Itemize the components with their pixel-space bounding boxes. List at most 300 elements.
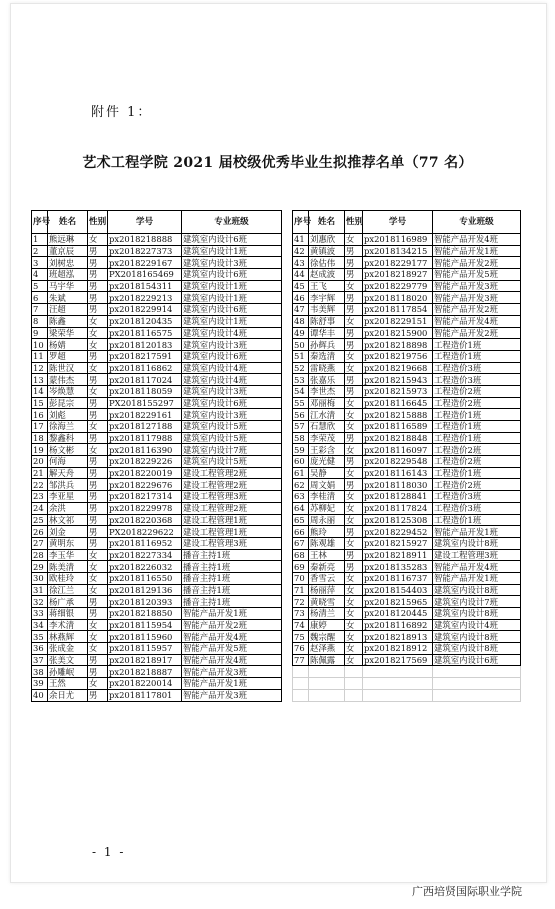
cell-gender: 男	[88, 280, 108, 292]
cell-name: 黄镇波	[309, 245, 345, 257]
cell-gender: 女	[88, 327, 108, 339]
cell-index: 35	[32, 631, 48, 643]
cell-name: 陈佩露	[309, 654, 345, 666]
table-row	[293, 502, 521, 514]
cell-index: 42	[293, 245, 309, 257]
cell-index: 32	[32, 596, 48, 608]
cell-name: 孙辉兵	[309, 339, 345, 351]
cell-gender: 男	[88, 596, 108, 608]
cell-student-id: px2018229161	[108, 409, 182, 421]
cell-major-class: 智能产品开发4班	[433, 315, 521, 327]
cell-index: 9	[32, 327, 48, 339]
table-row	[293, 327, 521, 339]
table-row	[32, 350, 282, 362]
table-row	[293, 315, 521, 327]
header-student-id: 学号	[108, 211, 182, 234]
cell-student-id: px2018116575	[108, 327, 182, 339]
cell-name	[309, 678, 345, 690]
cell-student-id: px2018218917	[108, 654, 182, 666]
cell-index: 17	[32, 421, 48, 433]
header-index: 序号	[293, 211, 309, 234]
cell-index: 5	[32, 280, 48, 292]
cell-gender: 男	[345, 257, 363, 269]
cell-student-id: px2018115957	[108, 643, 182, 655]
table-row	[32, 339, 282, 351]
cell-index: 29	[32, 561, 48, 573]
cell-student-id: px2018118059	[108, 385, 182, 397]
cell-index: 33	[32, 608, 48, 620]
cell-name: 岑焕慧	[48, 385, 88, 397]
cell-major-class: 工程造价2班	[433, 385, 521, 397]
cell-major-class: 工程造价1班	[433, 421, 521, 433]
cell-name: 李宇辉	[309, 292, 345, 304]
cell-gender: 女	[345, 315, 363, 327]
cell-student-id: px2018116143	[363, 467, 433, 479]
cell-index: 58	[293, 432, 309, 444]
cell-gender: 女	[345, 584, 363, 596]
cell-gender: 女	[345, 502, 363, 514]
cell-student-id: px2018229452	[363, 526, 433, 538]
cell-name: 秦选清	[309, 350, 345, 362]
cell-major-class: 建筑室内设计1班	[182, 245, 282, 257]
cell-index: 50	[293, 339, 309, 351]
cell-name: 林燕辉	[48, 631, 88, 643]
cell-gender: 女	[88, 678, 108, 690]
cell-gender: 女	[88, 385, 108, 397]
cell-name: 陈鑫	[48, 315, 88, 327]
cell-student-id: PX2018229622	[108, 526, 182, 538]
cell-gender: 男	[88, 456, 108, 468]
cell-major-class: 工程造价2班	[433, 479, 521, 491]
table-row	[293, 537, 521, 549]
cell-student-id: px2018215973	[363, 385, 433, 397]
table-row-empty	[293, 689, 521, 701]
table-row	[293, 549, 521, 561]
cell-major-class: 工程造价1班	[433, 514, 521, 526]
cell-name: 彭昆宗	[48, 397, 88, 409]
table-row	[293, 304, 521, 316]
cell-major-class: 建筑室内设计7班	[182, 444, 282, 456]
cell-name: 邓丽梅	[309, 397, 345, 409]
cell-index: 36	[32, 643, 48, 655]
cell-gender: 女	[345, 350, 363, 362]
attachment-label: 附件 1：	[91, 105, 153, 120]
cell-major-class: 建筑室内设计8班	[433, 584, 521, 596]
document-title: 艺术工程学院 2021 届校级优秀毕业生拟推荐名单（77 名）	[82, 155, 473, 171]
table-row	[32, 596, 282, 608]
cell-student-id: px2018215927	[363, 537, 433, 549]
cell-index	[293, 689, 309, 701]
table-row	[32, 502, 282, 514]
cell-student-id	[363, 678, 433, 690]
cell-major-class: 播音主持1班	[182, 596, 282, 608]
cell-index: 2	[32, 245, 48, 257]
cell-major-class: 建筑室内设计3班	[182, 339, 282, 351]
cell-major-class: 工程造价1班	[433, 350, 521, 362]
cell-index: 40	[32, 689, 48, 701]
cell-major-class: 智能产品开发1班	[182, 678, 282, 690]
cell-name: 马宇华	[48, 280, 88, 292]
cell-gender: 男	[345, 526, 363, 538]
cell-index: 37	[32, 654, 48, 666]
table-row-empty	[293, 678, 521, 690]
cell-gender: 男	[88, 467, 108, 479]
cell-major-class: 智能产品开发2班	[433, 327, 521, 339]
cell-major-class: 工程造价1班	[433, 432, 521, 444]
cell-student-id: px2018220019	[108, 467, 182, 479]
cell-student-id: px2018117988	[108, 432, 182, 444]
table-row	[293, 631, 521, 643]
cell-student-id: px2018226032	[108, 561, 182, 573]
cell-index: 59	[293, 444, 309, 456]
cell-name: 谭华丰	[309, 327, 345, 339]
cell-major-class: 智能产品开发3班	[433, 292, 521, 304]
table-header-row	[293, 211, 521, 234]
cell-index: 6	[32, 292, 48, 304]
cell-major-class: 智能产品开发3班	[182, 666, 282, 678]
cell-gender: 男	[345, 292, 363, 304]
cell-student-id: px2018229151	[363, 315, 433, 327]
cell-major-class: 工程造价2班	[433, 456, 521, 468]
cell-gender: 女	[88, 362, 108, 374]
cell-student-id: px2018116989	[363, 234, 433, 246]
cell-major-class: 建筑室内设计1班	[182, 315, 282, 327]
cell-major-class: 建筑室内设计6班	[182, 304, 282, 316]
table-row	[293, 245, 521, 257]
table-row	[293, 608, 521, 620]
cell-gender: 男	[345, 245, 363, 257]
cell-student-id: px2018219668	[363, 362, 433, 374]
cell-name: 熊远琳	[48, 234, 88, 246]
cell-name: 张美文	[48, 654, 88, 666]
cell-student-id: px2018218911	[363, 549, 433, 561]
cell-index	[293, 666, 309, 678]
cell-name: 刘彪	[48, 409, 88, 421]
cell-student-id: px2018117024	[108, 374, 182, 386]
cell-student-id: px2018120393	[108, 596, 182, 608]
cell-gender: 女	[88, 315, 108, 327]
cell-major-class: 工程造价1班	[433, 467, 521, 479]
cell-index: 74	[293, 619, 309, 631]
cell-major-class: 智能产品开发5班	[433, 269, 521, 281]
cell-gender: 女	[88, 444, 108, 456]
cell-student-id: px2018227373	[108, 245, 182, 257]
table-row	[32, 397, 282, 409]
cell-index: 4	[32, 269, 48, 281]
cell-index: 64	[293, 502, 309, 514]
cell-gender: 男	[88, 514, 108, 526]
table-row	[293, 526, 521, 538]
cell-student-id: px2018218913	[363, 631, 433, 643]
table-row	[32, 374, 282, 386]
cell-gender: 女	[88, 234, 108, 246]
table-row	[293, 561, 521, 573]
cell-name: 黄明东	[48, 537, 88, 549]
table-row	[32, 654, 282, 666]
table-row	[293, 409, 521, 421]
cell-student-id: px2018229213	[108, 292, 182, 304]
cell-student-id: px2018154403	[363, 584, 433, 596]
cell-major-class: 工程造价3班	[433, 374, 521, 386]
cell-gender: 男	[345, 561, 363, 573]
cell-index: 26	[32, 526, 48, 538]
cell-student-id: px2018218850	[108, 608, 182, 620]
cell-gender: 男	[88, 257, 108, 269]
cell-gender: 女	[345, 491, 363, 503]
table-row	[32, 304, 282, 316]
cell-index: 1	[32, 234, 48, 246]
cell-index: 43	[293, 257, 309, 269]
cell-gender: 女	[88, 584, 108, 596]
cell-index: 18	[32, 432, 48, 444]
table-row	[32, 234, 282, 246]
table-row	[32, 245, 282, 257]
cell-student-id: px2018218887	[108, 666, 182, 678]
cell-student-id: px2018116550	[108, 572, 182, 584]
cell-name: 苏柳妃	[309, 502, 345, 514]
cell-gender	[345, 689, 363, 701]
cell-major-class: 建设工程管理2班	[182, 479, 282, 491]
cell-major-class: 智能产品开发5班	[182, 643, 282, 655]
cell-name: 刘树忠	[48, 257, 88, 269]
cell-major-class: 建筑室内设计7班	[433, 596, 521, 608]
cell-student-id: PX2018165469	[108, 269, 182, 281]
cell-gender: 女	[345, 467, 363, 479]
cell-name: 欧桂玲	[48, 572, 88, 584]
cell-gender: 女	[345, 397, 363, 409]
cell-major-class: 智能产品开发2班	[182, 619, 282, 631]
cell-gender: 男	[88, 491, 108, 503]
cell-gender	[345, 666, 363, 678]
table-row	[293, 432, 521, 444]
cell-major-class: 工程造价2班	[433, 397, 521, 409]
cell-name: 王林	[309, 549, 345, 561]
cell-gender: 女	[345, 362, 363, 374]
cell-major-class: 建筑室内设计6班	[182, 234, 282, 246]
cell-gender: 女	[345, 596, 363, 608]
cell-name: 雷晓燕	[309, 362, 345, 374]
cell-name: 李荣茂	[309, 432, 345, 444]
cell-index: 39	[32, 678, 48, 690]
cell-name: 周永丽	[309, 514, 345, 526]
cell-index: 56	[293, 409, 309, 421]
cell-name: 王彩含	[309, 444, 345, 456]
cell-gender: 女	[345, 234, 363, 246]
cell-gender: 女	[345, 643, 363, 655]
cell-student-id: px2018217314	[108, 491, 182, 503]
cell-name: 秦新亮	[309, 561, 345, 573]
cell-index: 52	[293, 362, 309, 374]
cell-student-id: px2018229177	[363, 257, 433, 269]
cell-name: 解天舟	[48, 467, 88, 479]
cell-index: 67	[293, 537, 309, 549]
table-row	[293, 444, 521, 456]
cell-gender: 男	[88, 269, 108, 281]
cell-student-id: px2018227334	[108, 549, 182, 561]
table-row	[32, 409, 282, 421]
cell-name: 徐估伟	[309, 257, 345, 269]
cell-name: 梁荣华	[48, 327, 88, 339]
cell-name: 韦美辉	[309, 304, 345, 316]
cell-gender: 男	[88, 608, 108, 620]
cell-index: 31	[32, 584, 48, 596]
cell-major-class: 建设工程管理2班	[182, 502, 282, 514]
cell-student-id: px2018116097	[363, 444, 433, 456]
cell-major-class: 智能产品开发1班	[433, 245, 521, 257]
cell-major-class: 建筑室内设计4班	[182, 362, 282, 374]
cell-name: 徐海兰	[48, 421, 88, 433]
cell-gender: 男	[88, 526, 108, 538]
cell-index: 12	[32, 362, 48, 374]
cell-major-class: 建筑室内设计6班	[182, 350, 282, 362]
cell-gender: 女	[88, 561, 108, 573]
cell-index: 75	[293, 631, 309, 643]
table-row	[293, 456, 521, 468]
cell-student-id: px2018116952	[108, 537, 182, 549]
header-gender: 性别	[345, 211, 363, 234]
cell-gender: 男	[88, 666, 108, 678]
cell-gender: 男	[88, 397, 108, 409]
cell-major-class: 智能产品开发1班	[433, 572, 521, 584]
cell-index: 13	[32, 374, 48, 386]
cell-name: 石慧欣	[309, 421, 345, 433]
cell-student-id: px2018215888	[363, 409, 433, 421]
cell-student-id: px2018218912	[363, 643, 433, 655]
cell-major-class: 工程造价2班	[433, 444, 521, 456]
cell-name: 赵成波	[309, 269, 345, 281]
table-row	[32, 619, 282, 631]
cell-index: 69	[293, 561, 309, 573]
header-name: 姓名	[48, 211, 88, 234]
table-row	[32, 608, 282, 620]
cell-student-id: px2018116645	[363, 397, 433, 409]
cell-index: 63	[293, 491, 309, 503]
cell-index: 16	[32, 409, 48, 421]
cell-major-class: 建设工程管理1班	[182, 514, 282, 526]
cell-major-class: 建筑室内设计8班	[433, 631, 521, 643]
cell-gender: 男	[88, 292, 108, 304]
cell-name: 余日尤	[48, 689, 88, 701]
cell-index: 68	[293, 549, 309, 561]
cell-name: 陈观雄	[309, 537, 345, 549]
cell-gender: 女	[88, 643, 108, 655]
cell-gender: 男	[88, 689, 108, 701]
cell-major-class: 建设工程管理2班	[182, 467, 282, 479]
cell-student-id: px2018229779	[363, 280, 433, 292]
cell-major-class: 智能产品开发3班	[433, 280, 521, 292]
cell-gender: 男	[88, 409, 108, 421]
table-row	[32, 479, 282, 491]
cell-name: 黄晓雪	[309, 596, 345, 608]
table-row	[293, 619, 521, 631]
cell-index: 27	[32, 537, 48, 549]
cell-student-id: px2018116862	[108, 362, 182, 374]
cell-index: 44	[293, 269, 309, 281]
cell-student-id: px2018229676	[108, 479, 182, 491]
cell-index: 24	[32, 502, 48, 514]
table-row	[32, 280, 282, 292]
table-row	[293, 584, 521, 596]
table-row	[32, 292, 282, 304]
table-row	[293, 280, 521, 292]
table-row	[32, 561, 282, 573]
table-row	[293, 491, 521, 503]
cell-gender: 女	[345, 572, 363, 584]
cell-index: 76	[293, 643, 309, 655]
table-row	[32, 526, 282, 538]
cell-index: 19	[32, 444, 48, 456]
table-row	[293, 467, 521, 479]
cell-index: 8	[32, 315, 48, 327]
cell-index: 65	[293, 514, 309, 526]
cell-major-class: 工程造价3班	[433, 502, 521, 514]
cell-student-id: px2018218898	[363, 339, 433, 351]
table-row	[293, 596, 521, 608]
cell-index: 55	[293, 397, 309, 409]
cell-major-class	[433, 678, 521, 690]
cell-name: 汪超	[48, 304, 88, 316]
cell-student-id: px2018118020	[363, 292, 433, 304]
cell-index: 70	[293, 572, 309, 584]
cell-major-class: 建设工程管理3班	[182, 537, 282, 549]
cell-name: 陈舒事	[309, 315, 345, 327]
cell-name: 周文娟	[309, 479, 345, 491]
cell-student-id: px2018116390	[108, 444, 182, 456]
page-number: - 1 -	[92, 845, 126, 859]
cell-gender: 男	[345, 269, 363, 281]
cell-gender: 男	[88, 479, 108, 491]
cell-index: 20	[32, 456, 48, 468]
cell-gender: 男	[88, 245, 108, 257]
cell-student-id: px2018229978	[108, 502, 182, 514]
table-row	[32, 456, 282, 468]
cell-name: 李玉华	[48, 549, 88, 561]
cell-gender: 男	[345, 304, 363, 316]
cell-name: 朱斌	[48, 292, 88, 304]
cell-student-id: px2018215943	[363, 374, 433, 386]
cell-name: 李术清	[48, 619, 88, 631]
cell-student-id: px2018117824	[363, 502, 433, 514]
cell-student-id: px2018229548	[363, 456, 433, 468]
table-row	[32, 385, 282, 397]
cell-gender: 女	[88, 631, 108, 643]
table-row	[293, 350, 521, 362]
cell-name: 罗超	[48, 350, 88, 362]
table-row	[293, 514, 521, 526]
cell-name: 杨广承	[48, 596, 88, 608]
table-row	[32, 537, 282, 549]
cell-student-id: px2018118030	[363, 479, 433, 491]
cell-name: 董京辰	[48, 245, 88, 257]
cell-gender: 男	[345, 385, 363, 397]
cell-major-class	[433, 689, 521, 701]
cell-gender	[345, 678, 363, 690]
cell-index: 38	[32, 666, 48, 678]
table-row	[32, 362, 282, 374]
cell-major-class: 播音主持1班	[182, 561, 282, 573]
cell-major-class: 智能产品开发1班	[182, 608, 282, 620]
cell-major-class: 建筑室内设计5班	[182, 432, 282, 444]
cell-index: 22	[32, 479, 48, 491]
cell-major-class: 播音主持1班	[182, 572, 282, 584]
cell-major-class: 智能产品开发2班	[433, 257, 521, 269]
cell-name: 王然	[48, 678, 88, 690]
cell-gender: 男	[345, 339, 363, 351]
cell-index: 71	[293, 584, 309, 596]
cell-index: 72	[293, 596, 309, 608]
cell-major-class: 播音主持1班	[182, 584, 282, 596]
footer-watermark: 广西培贤国际职业学院	[412, 885, 522, 898]
